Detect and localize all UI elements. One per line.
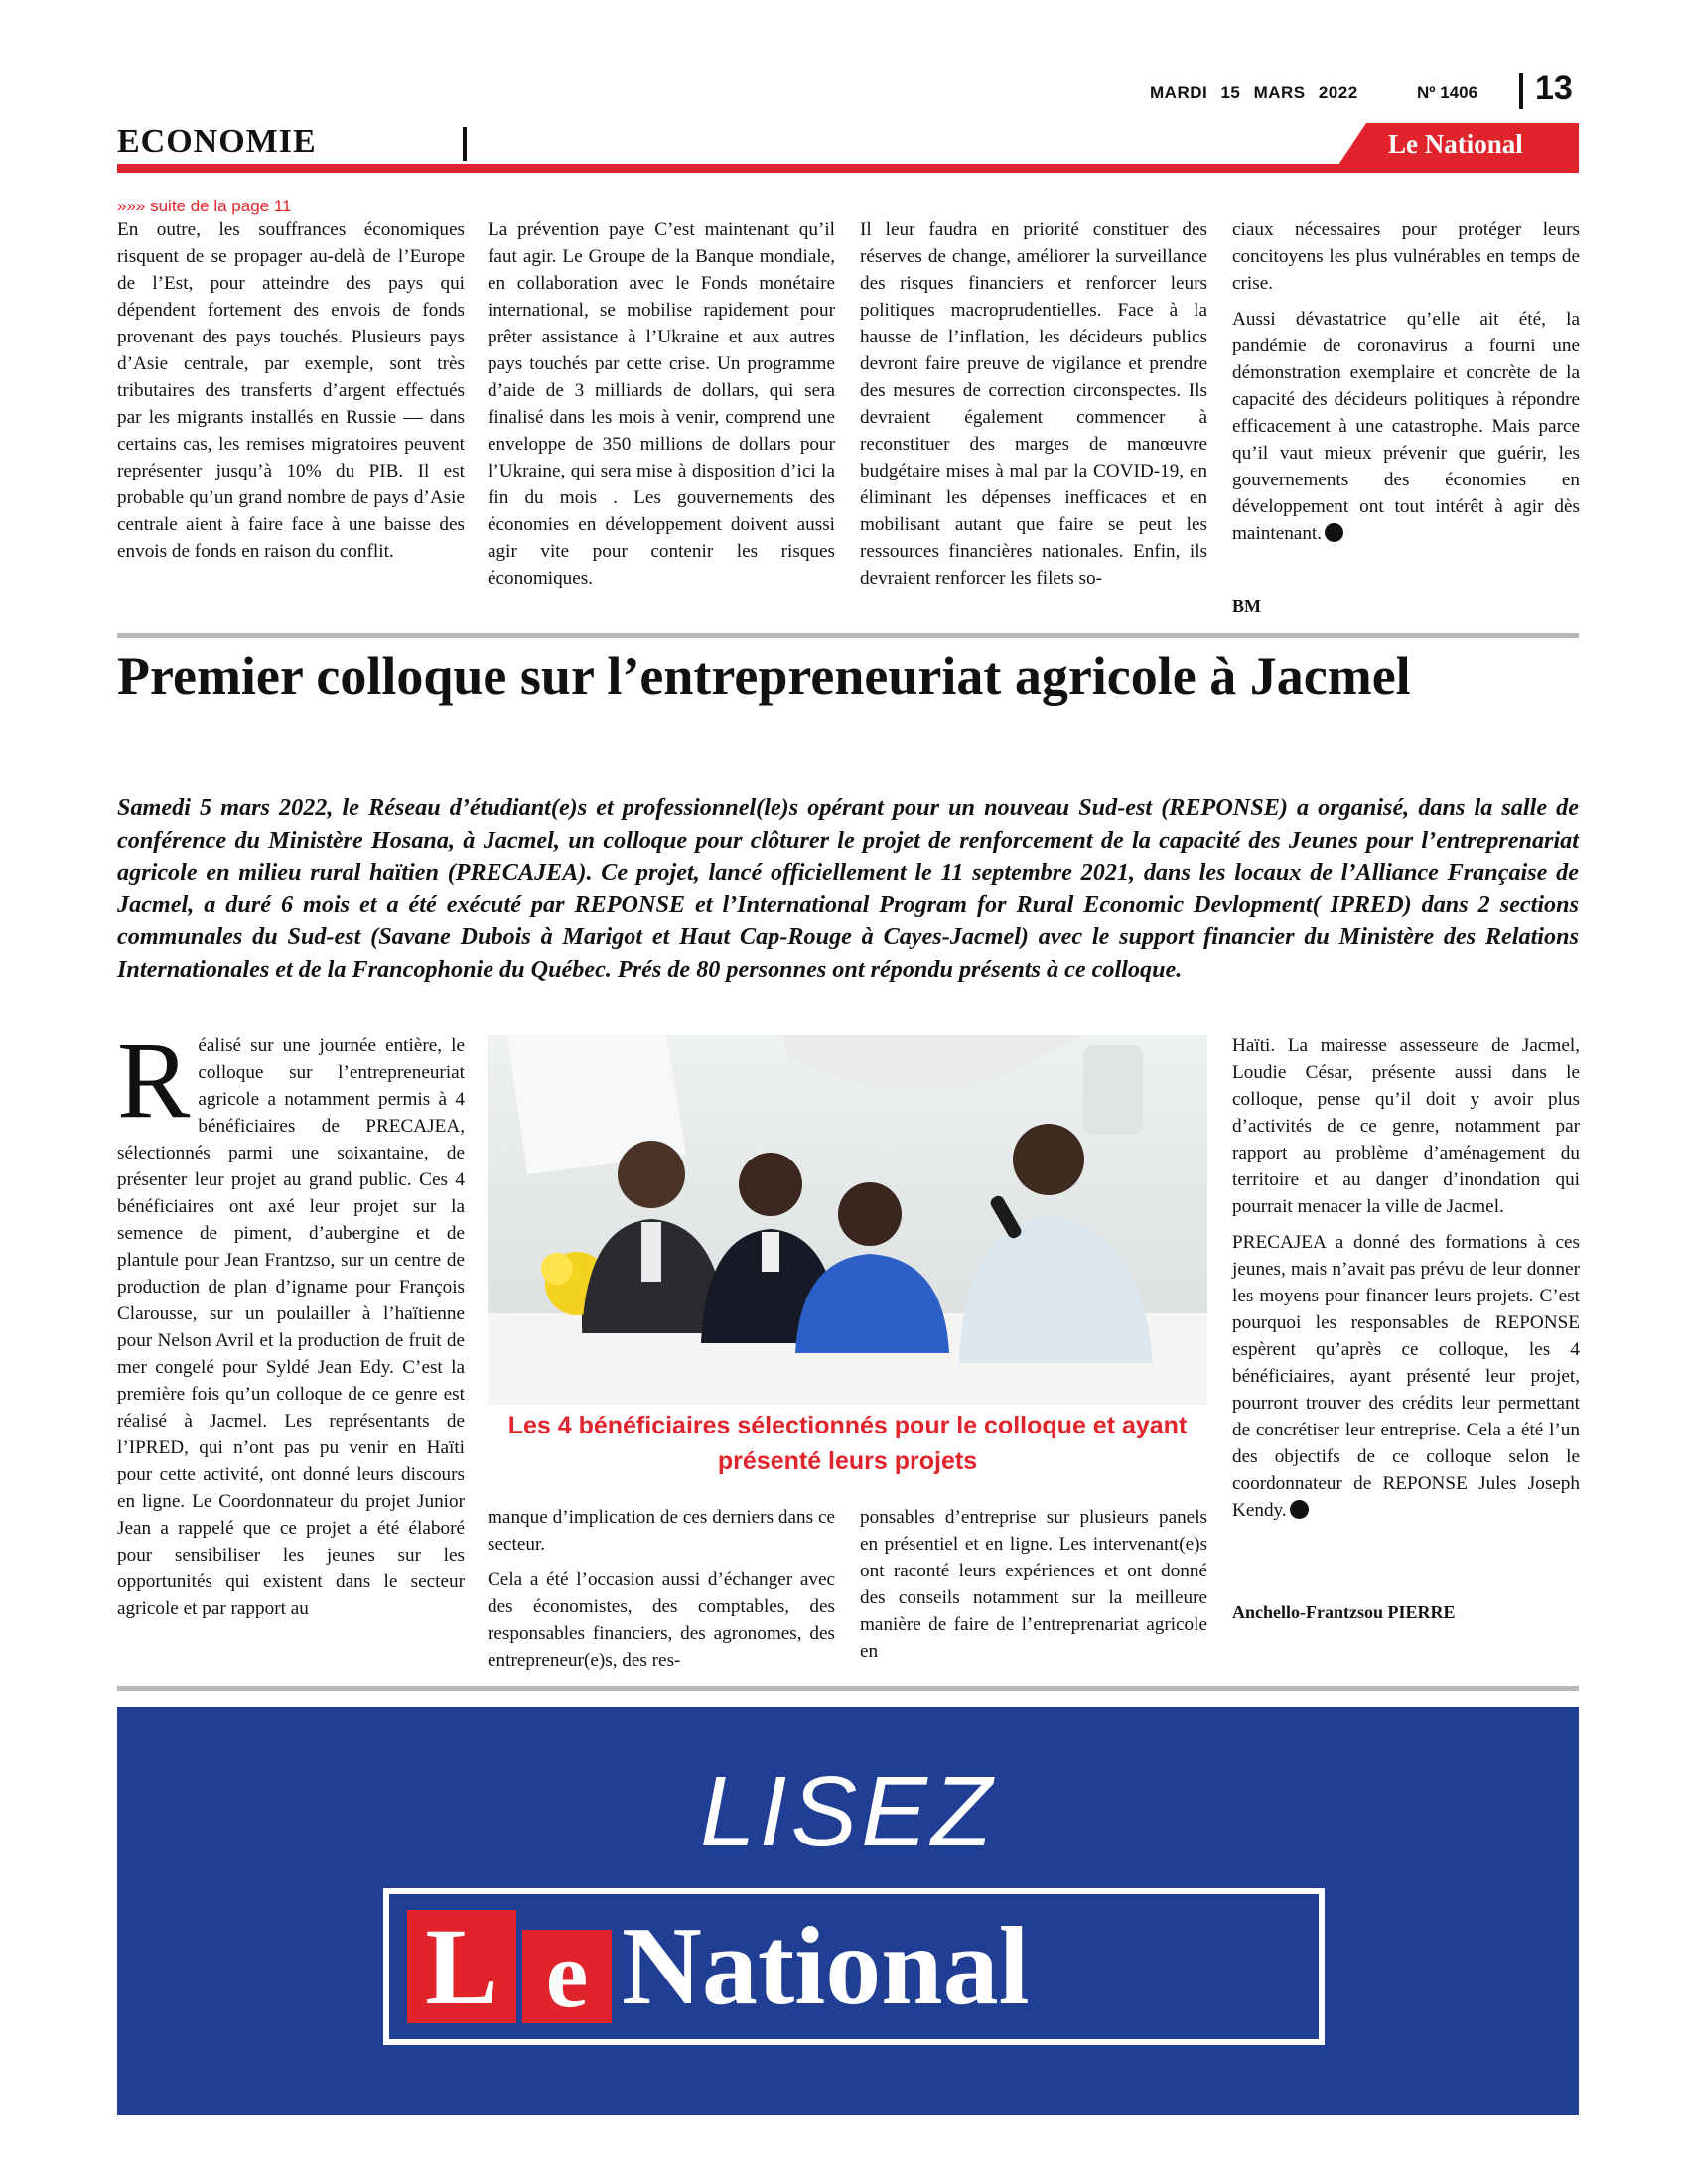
drop-cap: R xyxy=(117,1020,191,1141)
page-number: 13 xyxy=(1535,69,1573,107)
page-number-divider xyxy=(1519,73,1523,109)
feature-headline: Premier colloque sur l’entrepreneuriat agricole à Jacmel xyxy=(117,646,1411,706)
ad-headline: LISEZ xyxy=(700,1756,996,1867)
paragraph xyxy=(117,1020,465,1622)
paragraph: Il leur faudra en priorité constituer des réserves de change, améliorer la surveillance des risques financiers et renforcer leurs politiques macroprudentielles. Face à la hausse de l’inflation, les décideurs publics devront faire preuve de vigilance et prendre des mesures de correction circonspectes. Ils devraient également commencer à reconstituer des marges de manœuvre budgétaire mises à mal par la COVID-19, en éliminant les dépenses inefficaces et en mobilisant autant que faire se peut les ressources financières nationales. Enfin, ils devraient renforcer les filets so- xyxy=(860,219,1207,589)
paragraph: ciaux nécessaires pour protéger leurs concitoyens les plus vulnérables en temps de crise. xyxy=(1232,219,1580,294)
section-title: ECONOMIE xyxy=(117,123,317,160)
ad-logo xyxy=(383,1888,1325,2045)
end-of-article-icon xyxy=(1290,1500,1309,1519)
paragraph-text: Aussi dévastatrice qu’elle ait été, la pandémie de coronavirus a fourni une démonstration exemplaire et concrète de la capacité des décideurs politiques à répondre efficacement à une catastrophe. Mais parce qu’il vaut mieux prévenir que guérir, les gouvernements des économies en développement ont tout intérêt à agir dès maintenant. xyxy=(1232,309,1580,544)
feature-signature: Anchello-Frantzsou PIERRE xyxy=(1232,1602,1456,1622)
paragraph-last xyxy=(1232,306,1580,547)
top-article-column-2 xyxy=(488,216,835,601)
photo-caption: Les 4 bénéficiaires sélectionnés pour le colloque et ayant présenté leurs projets xyxy=(507,1412,1188,1475)
header-rule xyxy=(117,164,1579,173)
feature-column-3 xyxy=(860,1504,1207,1674)
paragraph: En outre, les souffrances économiques risquent de se propager au-delà de l’Europe de l’Est, pour atteindre des pays qui dépendent fortement des envois de fonds provenant des pays touchés. Plusieurs pays d’Asie centrale, par exemple, sont très tributaires des transferts d’argent effectués par les migrants installés en Russie — dans certains cas, les remises migratoires peuvent représenter jusqu’à 10% du PIB. Il est probable qu’un grand nombre de pays d’Asie centrale aient à faire face à une baisse des envois de fonds en raison du conflit. xyxy=(117,219,465,562)
ad-logo-letter-e: e xyxy=(522,1930,612,2023)
paragraph: Cela a été l’occasion aussi d’échanger avec des économistes, des comptables, des responsables financiers, des agronomes, des entrepreneur(e)s, des res- xyxy=(488,1570,835,1671)
top-article-signature: BM xyxy=(1232,596,1261,615)
ad-divider xyxy=(117,1686,1579,1691)
brand-name: Le National xyxy=(1388,129,1523,159)
paragraph: Haïti. La mairesse assesseure de Jacmel, Loudie César, présente aussi dans le colloque, pense qu’il doit y avoir plus d’activités de ce genre, notamment par rapport au problème d’aménagement du territoire et au danger d’inondation qui pourrait menacer la ville de Jacmel. xyxy=(1232,1035,1580,1217)
paragraph: La prévention paye C’est maintenant qu’il faut agir. Le Groupe de la Banque mondiale, en collaboration avec le Fonds monétaire international, se mobilise rapidement pour prêter assistance à l’Ukraine et aux autres pays touchés par cette crise. Un programme d’aide de 3 milliards de dollars, qui sera finalisé dans les mois à venir, comprend une enveloppe de 350 millions de dollars pour l’Ukraine, qui sera mise à disposition d’ici la fin du mois . Les gouvernements des économies en développement doivent aussi agir vite pour contenir les risques économiques. xyxy=(488,219,835,589)
section-divider xyxy=(463,127,467,161)
paragraph-text: éalisé sur une journée entière, le colloque sur l’entrepreneuriat agricole a notamment permis à 4 bénéficiaires de PRECAJEA, sélectionnés parmi une soixantaine, de présenter leur projet au grand public. Ces 4 bénéficiaires ont axé leur projet sur la semence de piment, d’aubergine et de plantule pour Jean Frantzso, sur un centre de production de plan d’igname pour François Clarousse, sur un poulailler à l’haïtienne pour Nelson Avril et la production de fruit de mer congelé pour Syldé Jean Edy. C’est la première fois qu’un colloque de ce genre est réalisé à Jacmel. Les représentants de l’IPRED, qui n’ont pas pu venir en Haïti pour cette activité, ont donné leurs discours en ligne. Le Coordonnateur du projet Junior Jean a rappelé que ce projet a été élaboré pour sensibiliser les jeunes sur les opportunités qui existent dans le secteur agricole et par rapport au xyxy=(117,1035,465,1619)
paragraph-last xyxy=(1232,1229,1580,1524)
top-article-column-1 xyxy=(117,216,465,574)
feature-column-4 xyxy=(1232,1032,1580,1533)
ad-logo-word: National xyxy=(622,1905,1030,2028)
paragraph: manque d’implication de ces derniers dans ce secteur. xyxy=(488,1507,835,1555)
end-of-article-icon xyxy=(1325,523,1343,542)
advertisement-banner[interactable] xyxy=(117,1707,1579,2115)
feature-lead: Samedi 5 mars 2022, le Réseau d’étudiant(e)s et professionnel(le)s opérant pour un nouveau Sud-est (REPONSE) a organisé, dans la salle de conférence du Ministère Hosana, à Jacmel, un colloque pour clôturer le projet de renforcement de la capacité des Jeunes pour l’entreprenariat agricole en milieu rural haïtien (PRECAJEA). Ce projet, lancé officiellement le 11 septembre 2021, dans les locaux de l’Alliance Française de Jacmel, a duré 6 mois et a été exécuté par REPONSE et l’International Program for Rural Economic Devlopment( IPRED) dans 2 sections communales du Sud-est (Savane Dubois à Marigot et Haut Cap-Rouge à Cayes-Jacmel) avec le support financier du Ministère des Relations Internationales et de la Francophonie du Québec. Prés de 80 personnes ont répondu présents à ce colloque. xyxy=(117,794,1579,983)
top-article-column-4 xyxy=(1232,216,1580,556)
paragraph-text: PRECAJEA a donné des formations à ces jeunes, mais n’avait pas prévu de leur donner les moyens pour financer leurs projets. C’est pourquoi les responsables de REPONSE espèrent qu’après ce colloque, les 4 bénéficiaires, ayant présenté leur projet, pourront trouver des crédits leur permettant de concrétiser leur entreprise. Cela a été l’un des objectifs de ce colloque selon le coordonnateur de REPONSE Jules Joseph Kendy. xyxy=(1232,1232,1580,1521)
continued-from: »»» suite de la page 11 xyxy=(117,197,292,215)
feature-column-2 xyxy=(488,1504,835,1683)
paragraph: ponsables d’entreprise sur plusieurs panels en présentiel et en ligne. Les intervenant(e)s ont raconté leurs expériences et ont donné des conseils notamment sur la meilleure manière de faire de l’entreprenariat agricole en xyxy=(860,1507,1207,1662)
feature-column-1 xyxy=(117,1020,465,1631)
issue-number: Nº 1406 xyxy=(1417,83,1478,102)
issue-date: MARDI 15 MARS 2022 xyxy=(1150,83,1358,102)
ad-logo-letter-l: L xyxy=(407,1910,516,2023)
top-article-column-3 xyxy=(860,216,1207,601)
article-divider xyxy=(117,633,1579,638)
feature-photo xyxy=(488,1035,1207,1405)
photo-illustration xyxy=(488,1035,1207,1405)
